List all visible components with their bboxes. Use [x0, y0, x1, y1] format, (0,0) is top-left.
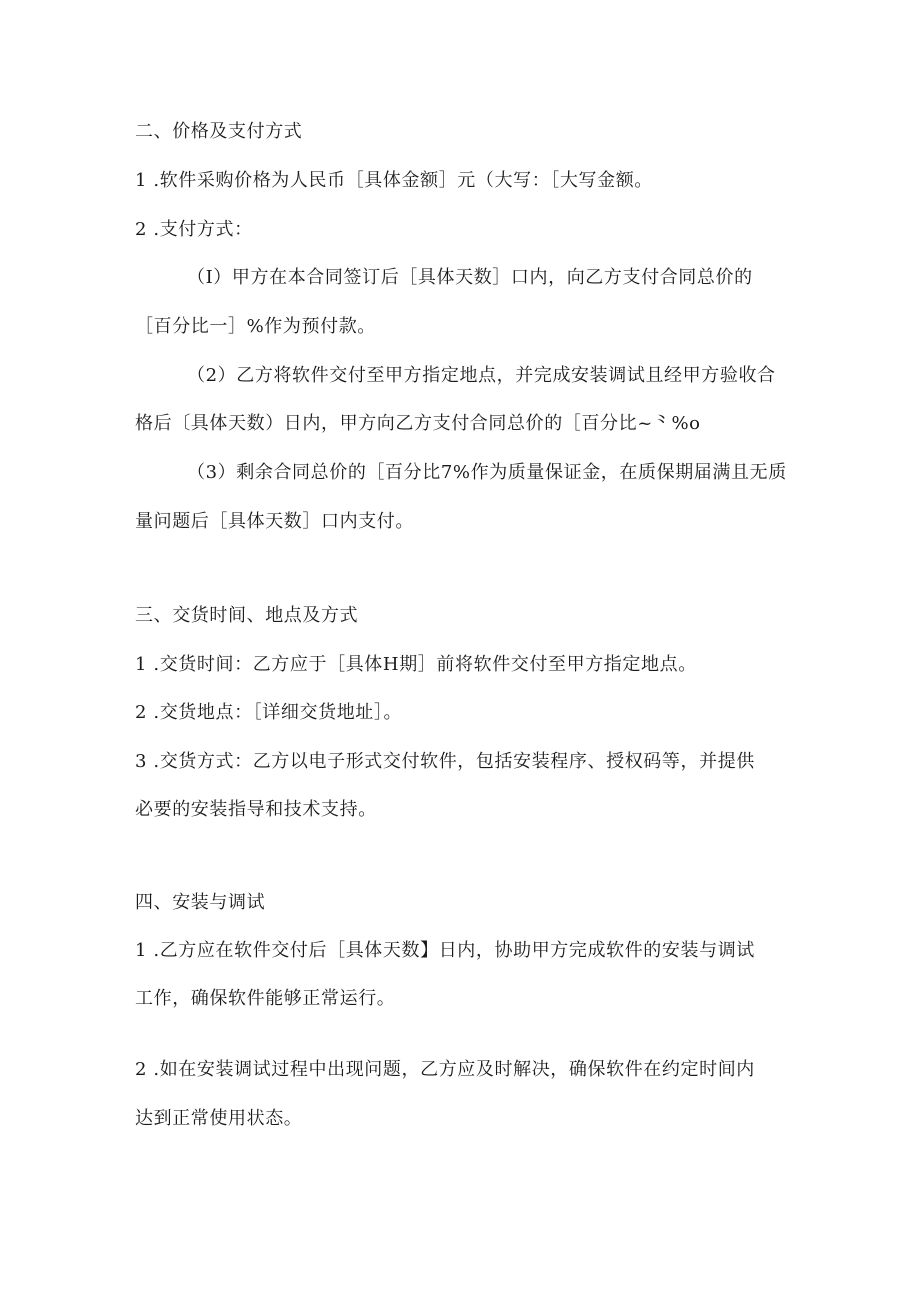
payment-term-2-line-2: 格后〔具体天数）日内，甲方向乙方支付合同总价的［百分比~⺀%o [135, 413, 701, 434]
payment-term-3-line-2: 量问题后［具体天数］口内支付。 [135, 511, 414, 532]
clause-payment-method: 2 .支付方式： [135, 219, 253, 240]
clause-installation-line-1: 1 .乙方应在软件交付后［具体天数】日内，协助甲方完成软件的安装与调试 [135, 940, 755, 961]
payment-term-3-line-1: （3）剩余合同总价的［百分比7%作为质量保证金，在质保期届满且无质 [187, 462, 787, 483]
clause-delivery-location: 2 .交货地点：［详细交货地址］。 [135, 702, 403, 723]
section-heading-installation: 四、安装与调试 [135, 892, 266, 913]
clause-delivery-method-line-2: 必要的安装指导和技术支持。 [135, 799, 377, 820]
section-heading-delivery: 三、交货时间、地点及方式 [135, 605, 359, 626]
clause-issue-resolution-line-1: 2 .如在安装调试过程中出现问题，乙方应及时解决，确保软件在约定时间内 [135, 1059, 755, 1080]
payment-term-1-line-2: ［百分比一］%作为预付款。 [135, 316, 376, 337]
section-heading-price-payment: 二、价格及支付方式 [135, 121, 303, 142]
clause-installation-line-2: 工作，确保软件能够正常运行。 [135, 988, 396, 1009]
clause-delivery-method-line-1: 3 .交货方式：乙方以电子形式交付软件，包括安装程序、授权码等，并提供 [135, 751, 755, 772]
payment-term-2-line-1: （2）乙方将软件交付至甲方指定地点，并完成安装调试且经甲方验收合 [187, 365, 776, 386]
clause-issue-resolution-line-2: 达到正常使用状态。 [135, 1108, 303, 1129]
payment-term-1-line-1: （I）甲方在本合同签订后［具体天数］口内，向乙方支付合同总价的 [187, 267, 753, 288]
clause-purchase-price: 1 .软件采购价格为人民币［具体金额］元（大写：［大写金额。 [135, 170, 653, 191]
clause-delivery-time: 1 .交货时间：乙方应于［具体H期］前将软件交付至甲方指定地点。 [135, 654, 697, 675]
